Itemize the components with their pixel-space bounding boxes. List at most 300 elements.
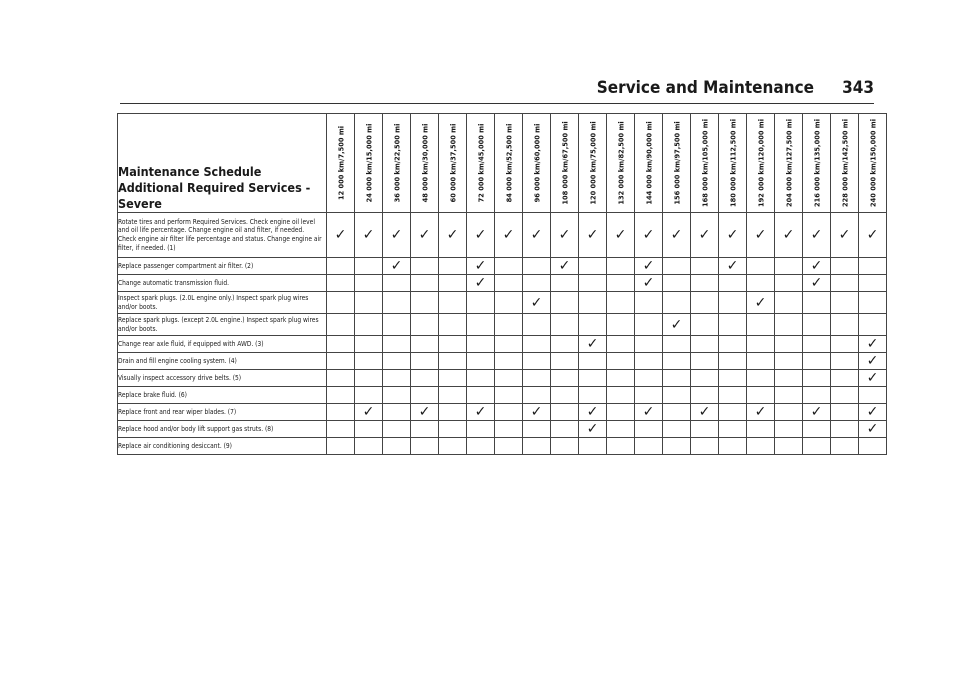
- empty-cell: [607, 292, 635, 314]
- checkmark-icon: ✓: [411, 404, 439, 421]
- empty-cell: [635, 370, 663, 387]
- interval-label: 24 000 km/15,000 mi: [364, 123, 373, 203]
- empty-cell: [355, 292, 383, 314]
- empty-cell: [579, 275, 607, 292]
- empty-cell: [411, 292, 439, 314]
- table-row: [118, 438, 887, 455]
- empty-cell: [775, 353, 803, 370]
- table-row: [118, 336, 887, 353]
- interval-label: 168 000 km/105,000 mi: [700, 119, 709, 207]
- checkmark-icon: ✓: [747, 404, 775, 421]
- empty-cell: [411, 275, 439, 292]
- empty-cell: [579, 387, 607, 404]
- interval-label: 144 000 km/90,000 mi: [644, 121, 653, 205]
- empty-cell: [831, 404, 859, 421]
- section-title: Service and Maintenance: [596, 78, 815, 98]
- empty-cell: [439, 275, 467, 292]
- empty-cell: [663, 438, 691, 455]
- interval-label: 120 000 km/75,000 mi: [588, 121, 597, 205]
- empty-cell: [691, 353, 719, 370]
- empty-cell: [803, 438, 831, 455]
- empty-cell: [439, 353, 467, 370]
- empty-cell: [327, 314, 355, 336]
- empty-cell: [495, 387, 523, 404]
- empty-cell: [383, 314, 411, 336]
- empty-cell: [635, 438, 663, 455]
- empty-cell: [551, 421, 579, 438]
- empty-cell: [355, 353, 383, 370]
- checkmark-icon: ✓: [635, 213, 663, 258]
- empty-cell: [355, 421, 383, 438]
- interval-label: 48 000 km/30,000 mi: [420, 123, 429, 203]
- table-header-row: [118, 114, 887, 213]
- empty-cell: [523, 275, 551, 292]
- empty-cell: [607, 275, 635, 292]
- empty-cell: [579, 370, 607, 387]
- empty-cell: [383, 421, 411, 438]
- interval-label: 180 000 km/112,500 mi: [728, 119, 737, 207]
- empty-cell: [663, 404, 691, 421]
- checkmark-icon: ✓: [467, 404, 495, 421]
- empty-cell: [803, 370, 831, 387]
- empty-cell: [439, 421, 467, 438]
- interval-header: [551, 114, 579, 213]
- empty-cell: [607, 370, 635, 387]
- empty-cell: [747, 275, 775, 292]
- empty-cell: [775, 387, 803, 404]
- empty-cell: [831, 336, 859, 353]
- empty-cell: [691, 292, 719, 314]
- empty-cell: [775, 438, 803, 455]
- empty-cell: [467, 314, 495, 336]
- interval-header: [775, 114, 803, 213]
- interval-label: 204 000 km/127,500 mi: [784, 119, 793, 207]
- empty-cell: [355, 336, 383, 353]
- empty-cell: [775, 370, 803, 387]
- interval-header: [719, 114, 747, 213]
- service-description: Change rear axle fluid, if equipped with AWD. (3): [118, 336, 327, 353]
- checkmark-icon: ✓: [663, 314, 691, 336]
- service-description: Inspect spark plugs. (2.0L engine only.) Inspect spark plug wires and/or boots.: [118, 292, 327, 314]
- checkmark-icon: ✓: [579, 336, 607, 353]
- interval-header: [635, 114, 663, 213]
- interval-header: [383, 114, 411, 213]
- empty-cell: [775, 258, 803, 275]
- empty-cell: [551, 275, 579, 292]
- table-row: [118, 292, 887, 314]
- checkmark-icon: ✓: [495, 213, 523, 258]
- empty-cell: [439, 314, 467, 336]
- empty-cell: [859, 292, 887, 314]
- table-row: [118, 275, 887, 292]
- checkmark-icon: ✓: [859, 336, 887, 353]
- empty-cell: [495, 275, 523, 292]
- empty-cell: [719, 275, 747, 292]
- checkmark-icon: ✓: [383, 258, 411, 275]
- empty-cell: [635, 421, 663, 438]
- page-header: [597, 78, 874, 100]
- interval-label: 240 000 km/150,000 mi: [868, 119, 877, 207]
- checkmark-icon: ✓: [635, 404, 663, 421]
- empty-cell: [523, 370, 551, 387]
- empty-cell: [691, 275, 719, 292]
- checkmark-icon: ✓: [859, 404, 887, 421]
- checkmark-icon: ✓: [579, 404, 607, 421]
- empty-cell: [467, 387, 495, 404]
- interval-label: 216 000 km/135,000 mi: [812, 119, 821, 207]
- empty-cell: [551, 292, 579, 314]
- empty-cell: [467, 292, 495, 314]
- empty-cell: [439, 292, 467, 314]
- empty-cell: [495, 314, 523, 336]
- empty-cell: [411, 421, 439, 438]
- table-body: [118, 213, 887, 455]
- empty-cell: [523, 314, 551, 336]
- empty-cell: [579, 353, 607, 370]
- empty-cell: [719, 387, 747, 404]
- empty-cell: [663, 387, 691, 404]
- empty-cell: [691, 438, 719, 455]
- table-row: [118, 370, 887, 387]
- empty-cell: [747, 258, 775, 275]
- empty-cell: [439, 258, 467, 275]
- empty-cell: [635, 387, 663, 404]
- interval-header: [411, 114, 439, 213]
- empty-cell: [523, 336, 551, 353]
- interval-header: [607, 114, 635, 213]
- interval-label: 96 000 km/60,000 mi: [532, 123, 541, 203]
- empty-cell: [719, 353, 747, 370]
- checkmark-icon: ✓: [523, 213, 551, 258]
- empty-cell: [859, 314, 887, 336]
- empty-cell: [327, 421, 355, 438]
- empty-cell: [607, 421, 635, 438]
- interval-label: 192 000 km/120,000 mi: [756, 119, 765, 207]
- empty-cell: [495, 353, 523, 370]
- empty-cell: [691, 387, 719, 404]
- empty-cell: [327, 370, 355, 387]
- empty-cell: [551, 438, 579, 455]
- empty-cell: [383, 438, 411, 455]
- service-description: Replace air conditioning desiccant. (9): [118, 438, 327, 455]
- checkmark-icon: ✓: [579, 421, 607, 438]
- empty-cell: [551, 387, 579, 404]
- empty-cell: [355, 438, 383, 455]
- empty-cell: [467, 421, 495, 438]
- empty-cell: [859, 438, 887, 455]
- empty-cell: [411, 258, 439, 275]
- empty-cell: [551, 353, 579, 370]
- empty-cell: [859, 387, 887, 404]
- table-row: [118, 314, 887, 336]
- empty-cell: [831, 314, 859, 336]
- empty-cell: [607, 404, 635, 421]
- empty-cell: [607, 314, 635, 336]
- empty-cell: [803, 292, 831, 314]
- checkmark-icon: ✓: [719, 213, 747, 258]
- interval-header: [495, 114, 523, 213]
- empty-cell: [439, 404, 467, 421]
- table-row: [118, 353, 887, 370]
- empty-cell: [859, 258, 887, 275]
- interval-label: 36 000 km/22,500 mi: [392, 123, 401, 203]
- empty-cell: [495, 258, 523, 275]
- page-number: 343: [842, 78, 874, 98]
- empty-cell: [551, 370, 579, 387]
- empty-cell: [663, 292, 691, 314]
- checkmark-icon: ✓: [467, 275, 495, 292]
- checkmark-icon: ✓: [859, 421, 887, 438]
- empty-cell: [327, 292, 355, 314]
- empty-cell: [327, 353, 355, 370]
- empty-cell: [831, 421, 859, 438]
- interval-header: [579, 114, 607, 213]
- empty-cell: [495, 292, 523, 314]
- empty-cell: [635, 292, 663, 314]
- table-title: Maintenance Schedule Additional Required Services - Severe: [118, 114, 327, 213]
- checkmark-icon: ✓: [467, 213, 495, 258]
- checkmark-icon: ✓: [327, 213, 355, 258]
- empty-cell: [579, 314, 607, 336]
- empty-cell: [411, 387, 439, 404]
- checkmark-icon: ✓: [803, 213, 831, 258]
- checkmark-icon: ✓: [831, 213, 859, 258]
- empty-cell: [747, 421, 775, 438]
- empty-cell: [495, 336, 523, 353]
- empty-cell: [523, 421, 551, 438]
- empty-cell: [831, 438, 859, 455]
- empty-cell: [439, 438, 467, 455]
- interval-header: [691, 114, 719, 213]
- checkmark-icon: ✓: [383, 213, 411, 258]
- empty-cell: [551, 314, 579, 336]
- checkmark-icon: ✓: [859, 213, 887, 258]
- empty-cell: [523, 353, 551, 370]
- empty-cell: [467, 353, 495, 370]
- table-row: [118, 421, 887, 438]
- checkmark-icon: ✓: [607, 213, 635, 258]
- empty-cell: [439, 387, 467, 404]
- empty-cell: [607, 258, 635, 275]
- service-description: Visually inspect accessory drive belts. (5): [118, 370, 327, 387]
- interval-label: 72 000 km/45,000 mi: [476, 123, 485, 203]
- empty-cell: [747, 387, 775, 404]
- checkmark-icon: ✓: [523, 292, 551, 314]
- empty-cell: [383, 275, 411, 292]
- table-row: [118, 258, 887, 275]
- empty-cell: [747, 438, 775, 455]
- empty-cell: [747, 336, 775, 353]
- checkmark-icon: ✓: [803, 258, 831, 275]
- empty-cell: [747, 353, 775, 370]
- empty-cell: [467, 370, 495, 387]
- checkmark-icon: ✓: [803, 404, 831, 421]
- maintenance-schedule-table: [117, 113, 887, 455]
- checkmark-icon: ✓: [635, 275, 663, 292]
- empty-cell: [411, 370, 439, 387]
- interval-label: 228 000 km/142,500 mi: [840, 119, 849, 207]
- checkmark-icon: ✓: [467, 258, 495, 275]
- empty-cell: [411, 314, 439, 336]
- empty-cell: [663, 258, 691, 275]
- empty-cell: [467, 336, 495, 353]
- empty-cell: [775, 404, 803, 421]
- empty-cell: [523, 258, 551, 275]
- empty-cell: [579, 258, 607, 275]
- empty-cell: [859, 275, 887, 292]
- table-row: [118, 387, 887, 404]
- interval-header: [467, 114, 495, 213]
- checkmark-icon: ✓: [355, 213, 383, 258]
- checkmark-icon: ✓: [775, 213, 803, 258]
- empty-cell: [327, 438, 355, 455]
- service-description: Rotate tires and perform Required Services. Check engine oil level and oil life percentage. Change engine oil and filter, if needed. Check engine air filter life percentage and status. Change engine air filter, if needed. (1): [118, 213, 327, 258]
- empty-cell: [579, 438, 607, 455]
- empty-cell: [691, 336, 719, 353]
- empty-cell: [831, 370, 859, 387]
- checkmark-icon: ✓: [635, 258, 663, 275]
- empty-cell: [831, 387, 859, 404]
- empty-cell: [607, 387, 635, 404]
- table-row: [118, 213, 887, 258]
- empty-cell: [803, 421, 831, 438]
- empty-cell: [383, 292, 411, 314]
- empty-cell: [803, 387, 831, 404]
- empty-cell: [803, 336, 831, 353]
- empty-cell: [747, 314, 775, 336]
- empty-cell: [327, 387, 355, 404]
- empty-cell: [439, 336, 467, 353]
- checkmark-icon: ✓: [579, 213, 607, 258]
- empty-cell: [607, 438, 635, 455]
- empty-cell: [467, 438, 495, 455]
- empty-cell: [831, 292, 859, 314]
- empty-cell: [831, 275, 859, 292]
- table-row: [118, 404, 887, 421]
- empty-cell: [719, 370, 747, 387]
- empty-cell: [719, 292, 747, 314]
- empty-cell: [411, 438, 439, 455]
- empty-cell: [691, 258, 719, 275]
- checkmark-icon: ✓: [691, 404, 719, 421]
- empty-cell: [495, 370, 523, 387]
- empty-cell: [775, 336, 803, 353]
- empty-cell: [747, 370, 775, 387]
- service-description: Replace front and rear wiper blades. (7): [118, 404, 327, 421]
- interval-label: 84 000 km/52,500 mi: [504, 123, 513, 203]
- empty-cell: [607, 336, 635, 353]
- empty-cell: [775, 292, 803, 314]
- interval-header: [355, 114, 383, 213]
- checkmark-icon: ✓: [859, 370, 887, 387]
- empty-cell: [495, 438, 523, 455]
- checkmark-icon: ✓: [859, 353, 887, 370]
- service-description: Change automatic transmission fluid.: [118, 275, 327, 292]
- empty-cell: [719, 404, 747, 421]
- empty-cell: [355, 314, 383, 336]
- empty-cell: [663, 353, 691, 370]
- header-rule: [120, 103, 874, 104]
- empty-cell: [383, 387, 411, 404]
- empty-cell: [775, 314, 803, 336]
- empty-cell: [523, 387, 551, 404]
- checkmark-icon: ✓: [551, 213, 579, 258]
- interval-label: 108 000 km/67,500 mi: [560, 121, 569, 205]
- empty-cell: [775, 275, 803, 292]
- empty-cell: [831, 353, 859, 370]
- empty-cell: [691, 421, 719, 438]
- interval-header: [327, 114, 355, 213]
- empty-cell: [523, 438, 551, 455]
- empty-cell: [327, 258, 355, 275]
- interval-header: [439, 114, 467, 213]
- empty-cell: [383, 370, 411, 387]
- empty-cell: [775, 421, 803, 438]
- empty-cell: [831, 258, 859, 275]
- interval-header: [663, 114, 691, 213]
- empty-cell: [383, 336, 411, 353]
- empty-cell: [551, 404, 579, 421]
- empty-cell: [719, 336, 747, 353]
- interval-header: [831, 114, 859, 213]
- empty-cell: [803, 353, 831, 370]
- empty-cell: [327, 275, 355, 292]
- empty-cell: [383, 404, 411, 421]
- empty-cell: [635, 336, 663, 353]
- empty-cell: [327, 404, 355, 421]
- interval-header: [859, 114, 887, 213]
- empty-cell: [383, 353, 411, 370]
- interval-label: 132 000 km/82,500 mi: [616, 121, 625, 205]
- checkmark-icon: ✓: [803, 275, 831, 292]
- service-description: Drain and fill engine cooling system. (4): [118, 353, 327, 370]
- checkmark-icon: ✓: [355, 404, 383, 421]
- empty-cell: [719, 314, 747, 336]
- empty-cell: [495, 404, 523, 421]
- empty-cell: [327, 336, 355, 353]
- interval-label: 12 000 km/7,500 mi: [336, 125, 345, 201]
- interval-header: [803, 114, 831, 213]
- empty-cell: [635, 353, 663, 370]
- empty-cell: [355, 387, 383, 404]
- interval-label: 156 000 km/97,500 mi: [672, 121, 681, 205]
- checkmark-icon: ✓: [551, 258, 579, 275]
- empty-cell: [607, 353, 635, 370]
- empty-cell: [635, 314, 663, 336]
- empty-cell: [663, 275, 691, 292]
- service-description: Replace passenger compartment air filter. (2): [118, 258, 327, 275]
- checkmark-icon: ✓: [747, 213, 775, 258]
- empty-cell: [439, 370, 467, 387]
- checkmark-icon: ✓: [747, 292, 775, 314]
- empty-cell: [663, 336, 691, 353]
- empty-cell: [719, 438, 747, 455]
- checkmark-icon: ✓: [411, 213, 439, 258]
- empty-cell: [663, 370, 691, 387]
- empty-cell: [355, 370, 383, 387]
- checkmark-icon: ✓: [439, 213, 467, 258]
- service-description: Replace spark plugs. (except 2.0L engine.) Inspect spark plug wires and/or boots.: [118, 314, 327, 336]
- interval-header: [747, 114, 775, 213]
- service-description: Replace brake fluid. (6): [118, 387, 327, 404]
- empty-cell: [551, 336, 579, 353]
- checkmark-icon: ✓: [691, 213, 719, 258]
- empty-cell: [691, 314, 719, 336]
- empty-cell: [411, 336, 439, 353]
- empty-cell: [411, 353, 439, 370]
- empty-cell: [691, 370, 719, 387]
- empty-cell: [579, 292, 607, 314]
